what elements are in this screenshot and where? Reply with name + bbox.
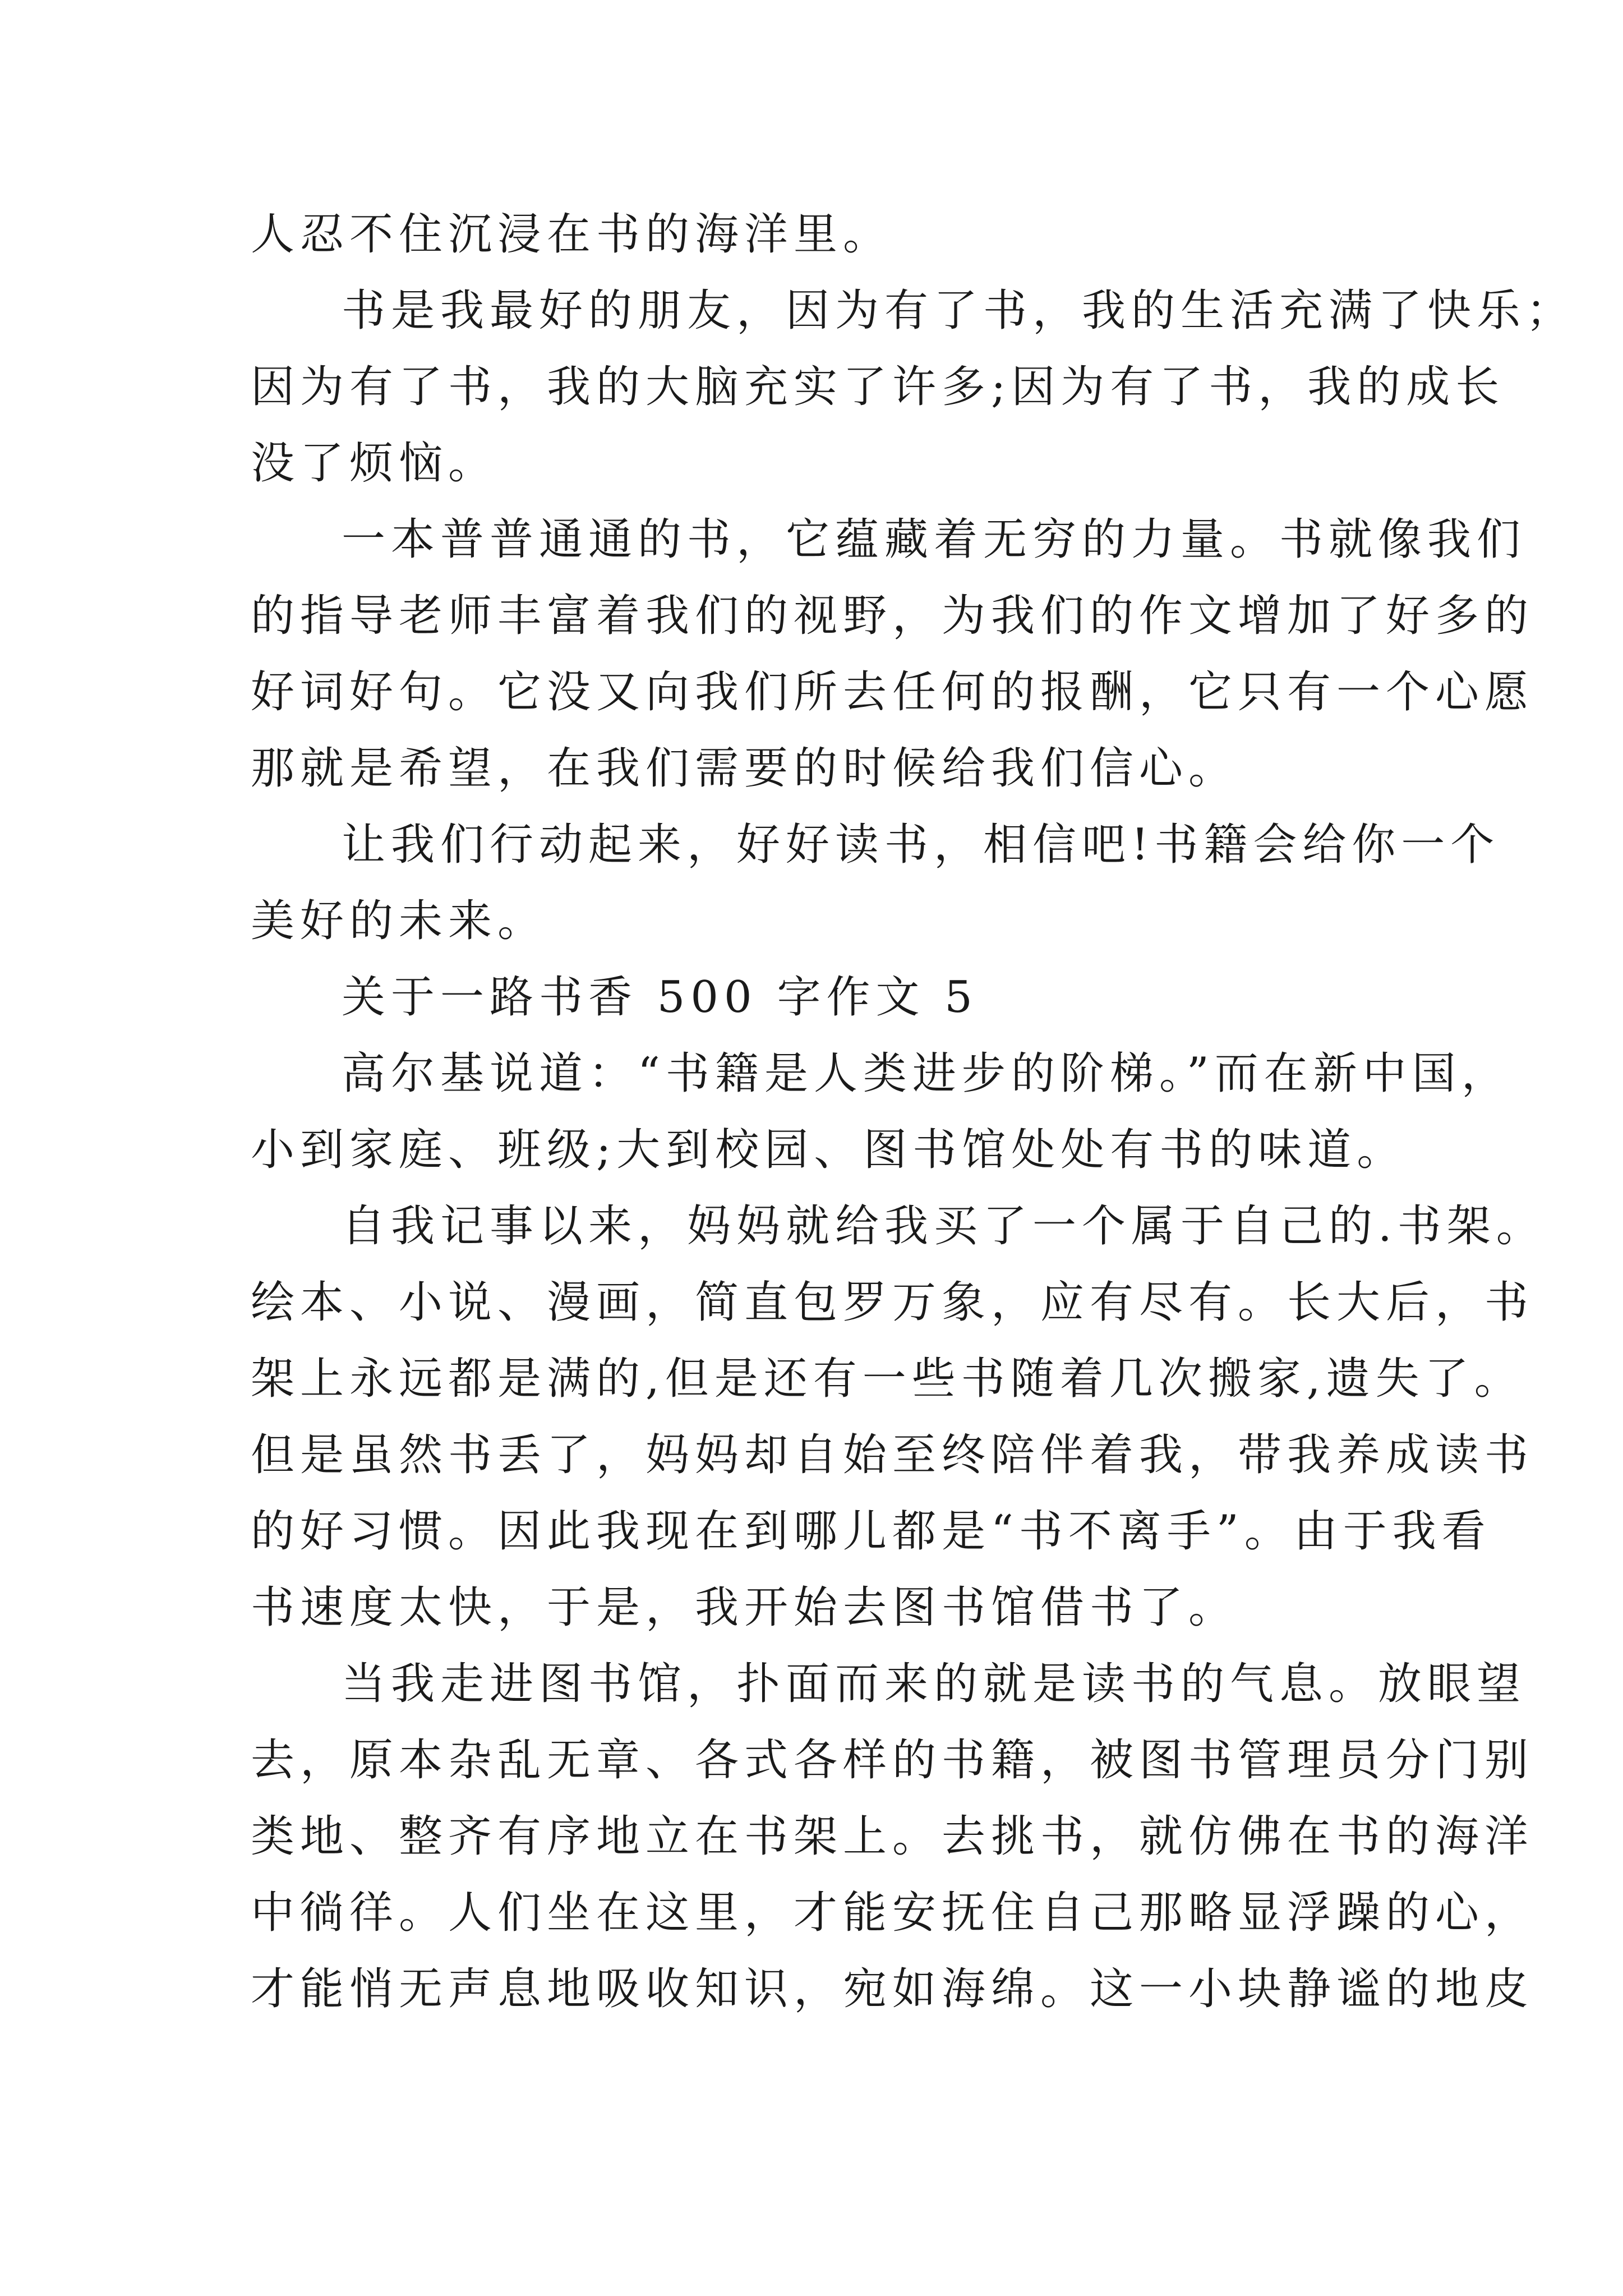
paragraph-start-line: 让我们行动起来，好好读书，相信吧!书籍会给你一个 [342, 820, 1500, 870]
section-heading: 关于一路书香 500 字作文 5 [342, 972, 978, 1023]
text-line: 书速度太快，于是，我开始去图书馆借书了。 [251, 1582, 1238, 1633]
text-line: 那就是希望，在我们需要的时候给我们信心。 [251, 743, 1238, 794]
text-line: 因为有了书，我的大脑充实了许多;因为有了书，我的成长 [251, 362, 1505, 412]
text-line: 去，原本杂乱无章、各式各样的书籍，被图书管理员分门别 [251, 1735, 1534, 1786]
paragraph-start-line: 自我记事以来，妈妈就给我买了一个属于自己的.书架。 [342, 1201, 1546, 1251]
paragraph-start-line: 高尔基说道：“书籍是人类进步的阶梯。”而在新中国， [342, 1048, 1511, 1099]
text-line: 中徜徉。人们坐在这里，才能安抚住自己那略显浮躁的心， [251, 1888, 1534, 1938]
text-line: 没了烦恼。 [251, 438, 498, 489]
text-line: 小到家庭、班级;大到校园、图书馆处处有书的味道。 [251, 1125, 1407, 1175]
text-line: 绘本、小说、漫画，简直包罗万象，应有尽有。长大后，书 [251, 1277, 1534, 1328]
paragraph-start-line: 当我走进图书馆，扑面而来的就是读书的气息。放眼望 [342, 1659, 1527, 1709]
text-line: 架上永远都是满的,但是还有一些书随着几次搬家,遗失了。 [251, 1354, 1524, 1404]
paragraph-start-line: 书是我最好的朋友，因为有了书，我的生活充满了快乐； [342, 286, 1576, 336]
text-line: 才能悄无声息地吸收知识，宛如海绵。这一小块静谧的地皮 [251, 1964, 1534, 2014]
text-line: 的指导老师丰富着我们的视野，为我们的作文增加了好多的 [251, 591, 1534, 641]
paragraph-start-line: 一本普普通通的书，它蕴藏着无穷的力量。书就像我们 [342, 514, 1527, 565]
text-line: 人忍不住沉浸在书的海洋里。 [251, 209, 893, 260]
text-line: 的好习惯。因此我现在到哪儿都是“书不离手”。由于我看 [251, 1506, 1491, 1557]
text-line: 美好的未来。 [251, 896, 547, 946]
text-line: 但是虽然书丢了，妈妈却自始至终陪伴着我，带我养成读书 [251, 1430, 1534, 1480]
text-line: 类地、整齐有序地立在书架上。去挑书，就仿佛在书的海洋 [251, 1811, 1534, 1862]
text-line: 好词好句。它没又向我们所去任何的报酬，它只有一个心愿 [251, 667, 1534, 717]
essay-body [251, 196, 1576, 2027]
